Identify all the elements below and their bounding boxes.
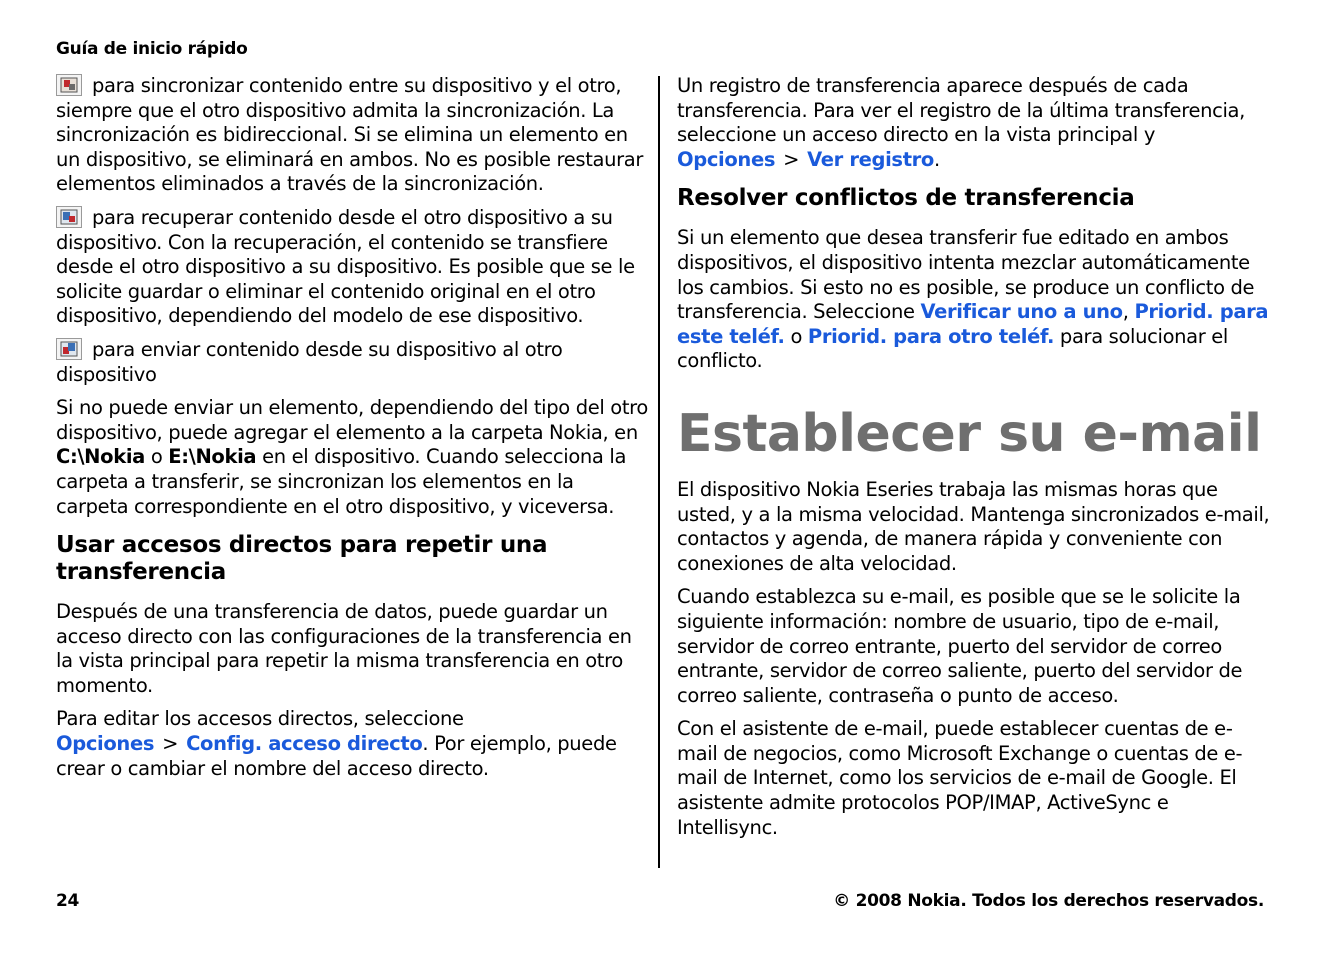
- email-intro-paragraph: El dispositivo Nokia Eseries trabaja las mismas horas que usted, y a la misma velocidad. Mantenga sincronizados e-mail, contactos y agenda, de manera rápida y conveniente con conexiones de alta velocidad.: [677, 477, 1270, 575]
- retrieve-paragraph: [56, 206, 650, 329]
- email-info-paragraph: Cuando establezca su e-mail, es posible que se le solicite la siguiente información: nombre de usuario, tipo de e-mail, servidor de correo entrante, puerto del servidor de correo entrante, servidor de correo saliente, puerto del servidor de correo saliente, contraseña o punto de acceso.: [677, 585, 1243, 707]
- shortcuts-heading: Usar accesos directos para repetir una transferencia: [56, 532, 548, 586]
- nokia-folder-text-a: Si no puede enviar un elemento, dependiendo del tipo del otro dispositivo, puede agregar el elemento a la carpeta Nokia, en: [56, 396, 648, 444]
- right-column: [677, 74, 1271, 849]
- log-text-a: Un registro de transferencia aparece después de cada transferencia. Para ver el registro de la última transferencia, seleccione un acceso directo en la vista principal y: [677, 74, 1245, 147]
- opciones-link[interactable]: Opciones: [56, 732, 155, 756]
- send-paragraph: [56, 338, 650, 387]
- nokia-folder-paragraph: [56, 396, 650, 519]
- shortcuts-paragraph: Después de una transferencia de datos, puede guardar un acceso directo con las configuraciones de la transferencia en la vista principal para repetir la misma transferencia en otro momento.: [56, 600, 632, 697]
- retrieve-text: para recuperar contenido desde el otro dispositivo a su dispositivo. Con la recuperación, el contenido se transfiere desde el otro dispositivo a su dispositivo. Es posible que se le solicite guardar o eliminar el contenido original en el otro dispositivo, dependiendo del modelo de ese dispositivo.: [56, 205, 635, 328]
- edit-shortcuts-paragraph: [56, 707, 650, 781]
- nokia-folder-text-b: en el dispositivo. Cuando selecciona la carpeta a transferir, se sincronizan los elementos en la carpeta correspondiente en el otro dispositivo, y viceversa.: [56, 445, 627, 518]
- column-divider: [658, 76, 660, 868]
- verificar-uno-a-uno-link[interactable]: Verificar uno a uno: [920, 300, 1123, 324]
- config-acceso-directo-link[interactable]: Config. acceso directo: [186, 732, 423, 756]
- conflicts-heading: Resolver conflictos de transferencia: [677, 185, 1135, 212]
- ver-registro-link[interactable]: Ver registro: [807, 147, 934, 171]
- priorid-otro-telef-link[interactable]: Priorid. para otro teléf.: [807, 324, 1055, 348]
- conflicts-or: o: [784, 324, 808, 348]
- sync-text: para sincronizar contenido entre su dispositivo y el otro, siempre que el otro dispositivo admita la sincronización. La sincronización es bidireccional. Si se elimina un elemento en un dispositivo, se eliminará en ambos. No es posible restaurar elementos eliminados a través de la sincronización.: [56, 74, 644, 196]
- retrieve-icon: [56, 206, 82, 228]
- running-header: Guía de inicio rápido: [56, 39, 248, 59]
- log-paragraph: [677, 74, 1271, 172]
- menu-separator-2: >: [783, 147, 800, 171]
- send-text: para enviar contenido desde su dispositivo al otro dispositivo: [56, 337, 563, 386]
- conflicts-text-a: Si un elemento que desea transferir fue editado en ambos dispositivos, el dispositivo intenta mezclar automáticamente los cambios. Si esto no es posible, se produce un conflicto de transferencia. Seleccione: [677, 226, 1255, 324]
- email-section-title: Establecer su e-mail: [677, 403, 1262, 464]
- edit-shortcuts-text-b: . Por ejemplo, puede crear o cambiar el nombre del acceso directo.: [56, 732, 617, 780]
- conflicts-comma: ,: [1122, 300, 1135, 324]
- conflicts-text-b: para solucionar el conflicto.: [677, 324, 1228, 373]
- nokia-folder-or: o: [144, 445, 169, 469]
- edit-shortcuts-text-a: Para editar los accesos directos, seleccione: [56, 707, 464, 731]
- sync-icon: [56, 74, 82, 96]
- opciones-link-2[interactable]: Opciones: [677, 147, 776, 171]
- conflicts-paragraph: [677, 226, 1271, 374]
- copyright-notice: © 2008 Nokia. Todos los derechos reservados.: [833, 891, 1264, 911]
- path-e-nokia: E:\Nokia: [168, 445, 257, 469]
- log-text-b: .: [933, 147, 940, 171]
- page-number: 24: [56, 891, 80, 911]
- menu-separator: >: [162, 732, 179, 756]
- left-column: [56, 74, 650, 790]
- path-c-nokia: C:\Nokia: [56, 445, 145, 469]
- send-icon: [56, 338, 82, 360]
- sync-paragraph: [56, 74, 650, 197]
- email-wizard-paragraph: Con el asistente de e-mail, puede establecer cuentas de e-mail de negocios, como Microsoft Exchange o cuentas de e-mail de Internet, como los servicios de e-mail de Google. El asistente admite protocolos POP/IMAP, ActiveSync e Intellisync.: [677, 717, 1243, 839]
- priorid-este-telef-link[interactable]: Priorid. para este teléf.: [677, 300, 1269, 348]
